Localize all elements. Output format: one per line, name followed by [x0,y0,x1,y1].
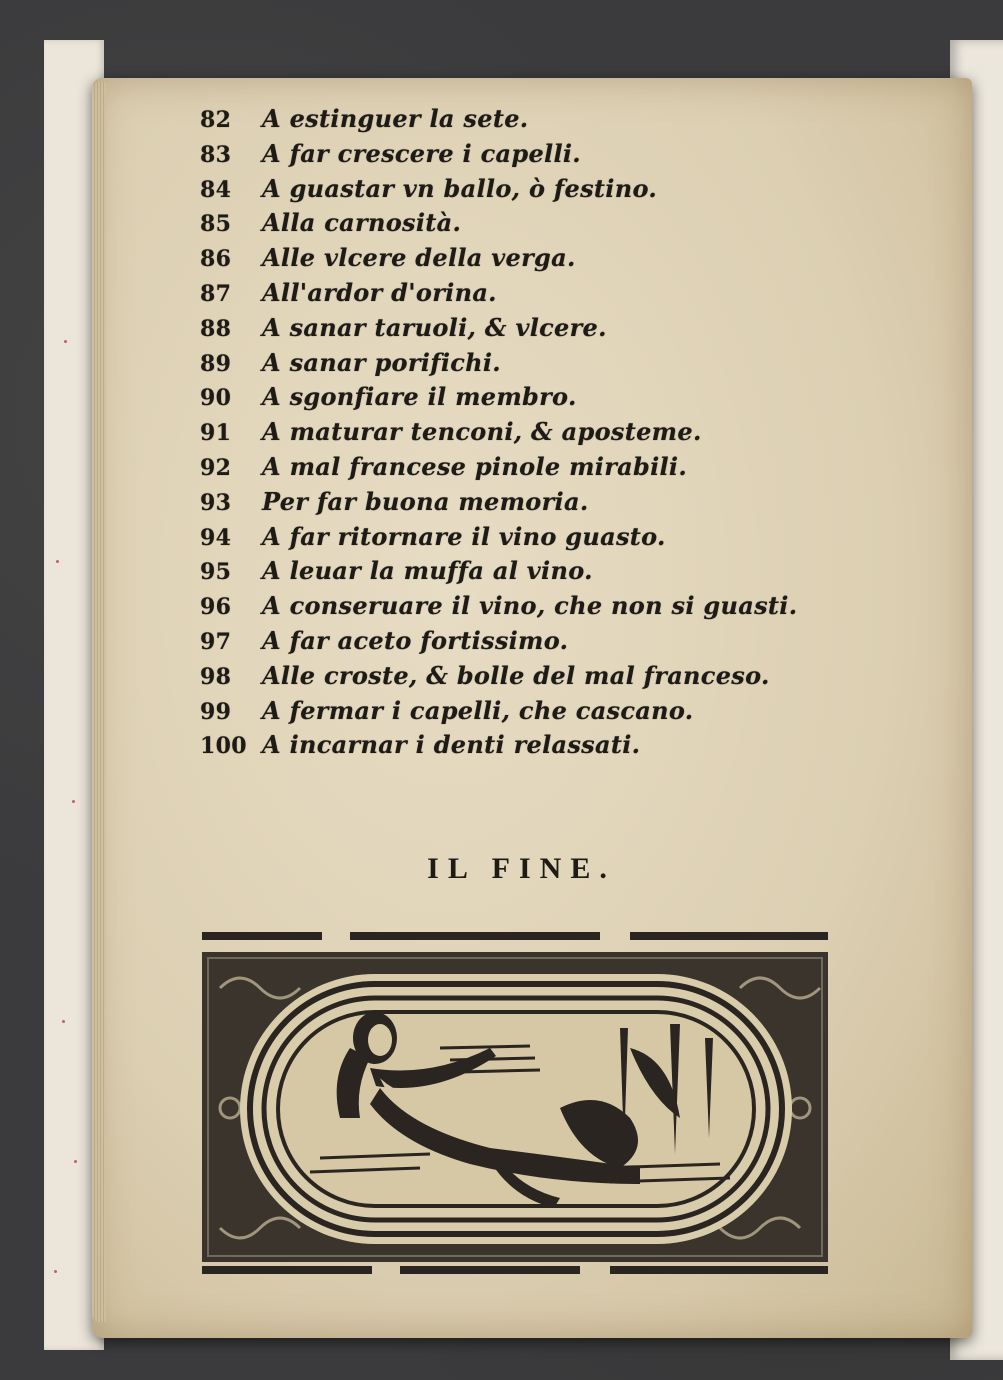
woodcut-illustration [200,928,832,1278]
entry-number: 90 [200,385,232,412]
toc-entry [200,278,820,313]
toc-entry [200,313,820,348]
toc-entry [200,417,820,452]
entry-number: 94 [200,524,232,551]
entry-text: A estinguer la sete. [262,104,529,133]
closing-heading: IL FINE. [427,852,616,885]
entry-number: 97 [200,628,232,655]
entry-number: 93 [200,489,232,516]
entry-number: 84 [200,176,232,203]
table-of-contents [200,104,820,765]
entry-number: 83 [200,141,232,168]
entry-number: 99 [200,698,232,725]
closing-heading-wrapper [0,852,1003,886]
entry-number: 98 [200,663,232,690]
entry-text: A conseruare il vino, che non si guasti. [262,591,798,621]
entry-text: Alla carnosità. [262,208,462,238]
entry-number: 96 [200,594,232,621]
entry-text: A far ritornare il vino guasto. [262,521,666,551]
entry-number: 88 [200,315,232,342]
entry-text: A sanar taruoli, & vlcere. [262,312,607,342]
entry-text: A far crescere i capelli. [262,138,581,168]
entry-text: Alle croste, & bolle del mal franceso. [262,660,770,690]
toc-entry [200,556,820,591]
entry-number: 95 [200,559,232,586]
entry-text: A fermar i capelli, che cascano. [262,695,694,725]
toc-entry [200,139,820,174]
entry-number: 82 [200,107,232,133]
toc-entry [200,522,820,557]
entry-text: A leuar la muffa al vino. [262,556,593,586]
entry-number: 100 [200,733,247,760]
entry-number: 85 [200,211,232,238]
toc-entry [200,487,820,522]
entry-text: Per far buona memoria. [262,486,589,516]
toc-entry [200,243,820,278]
toc-entry [200,452,820,487]
entry-number: 86 [200,246,232,273]
entry-text: A mal francese pinole mirabili. [262,451,687,481]
entry-number: 91 [200,420,232,447]
toc-entry [200,348,820,383]
entry-text: All'ardor d'orina. [262,277,497,307]
entry-text: A maturar tenconi, & aposteme. [262,417,702,447]
entry-text: A sgonfiare il membro. [262,382,577,412]
entry-number: 92 [200,454,232,481]
entry-text: A guastar vn ballo, ò festino. [262,173,658,203]
toc-entry [200,208,820,243]
entry-number: 87 [200,280,232,307]
toc-entry [200,104,820,139]
entry-number: 89 [200,350,232,377]
toc-entry [200,174,820,209]
toc-entry [200,382,820,417]
entry-text: Alle vlcere della verga. [262,243,576,273]
toc-entry [200,591,820,626]
toc-entry [200,730,820,765]
toc-entry [200,661,820,696]
entry-text: A far aceto fortissimo. [262,625,569,655]
entry-text: A sanar porifichi. [262,347,501,377]
toc-entry [200,696,820,731]
entry-text: A incarnar i denti relassati. [262,730,641,760]
toc-entry [200,626,820,661]
page-edge [92,82,106,1322]
